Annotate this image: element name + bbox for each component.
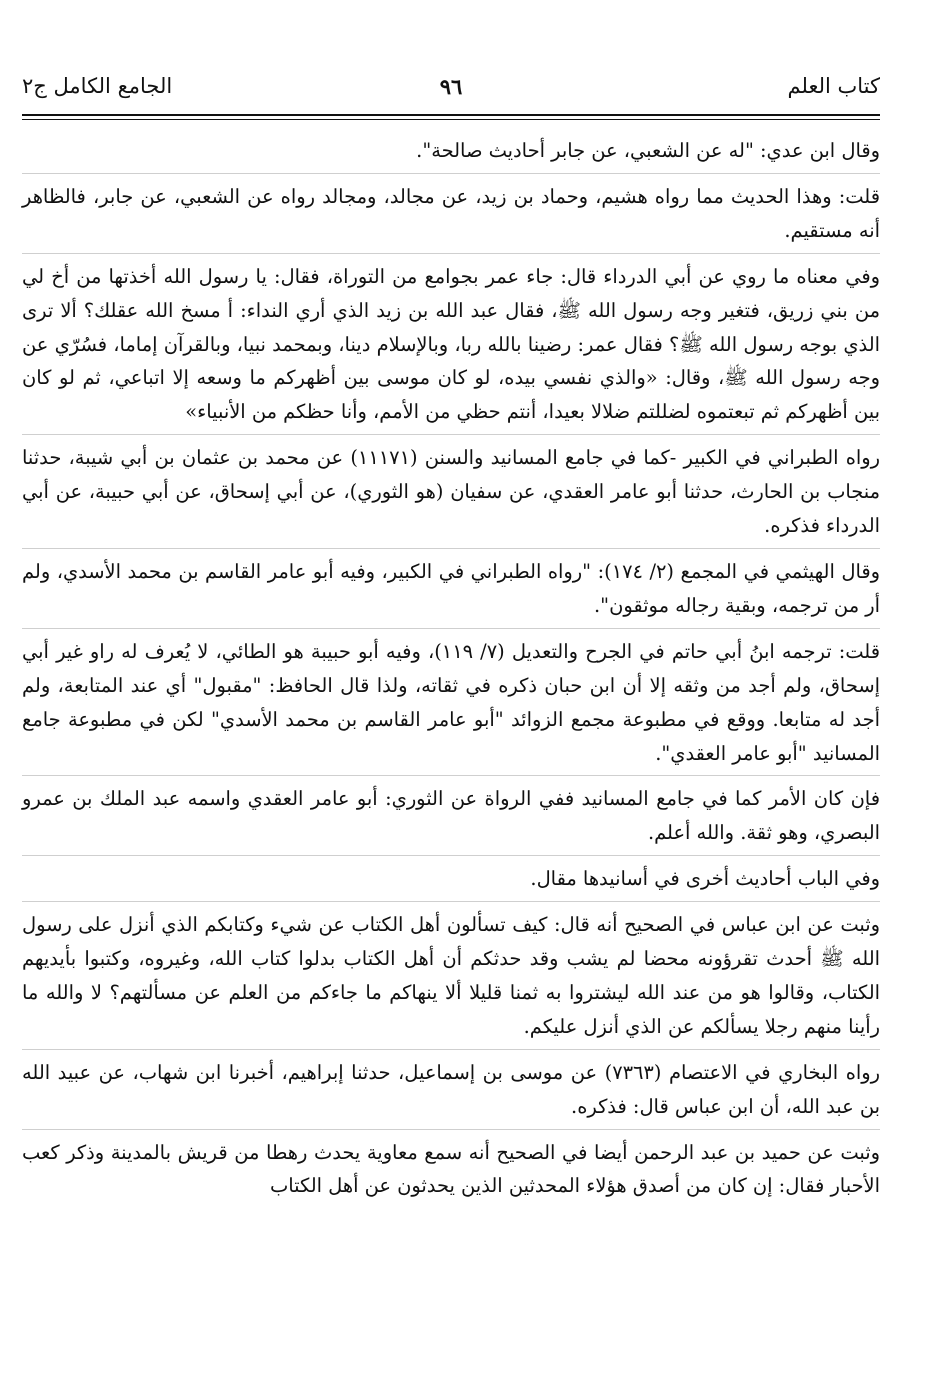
paragraph-divider: [22, 901, 880, 902]
paragraph: وقال الهيثمي في المجمع (٢/ ١٧٤): "رواه الطبراني في الكبير، وفيه أبو عامر القاسم بن محمد الأسدي، ولم أر من ترجمه، وبقية رجاله موثقون".: [22, 559, 880, 617]
body-text: [22, 134, 880, 1203]
paragraph-divider: [22, 253, 880, 254]
paragraph: فإن كان الأمر كما في جامع المسانيد ففي الرواة عن الثوري: أبو عامر العقدي واسمه عبد الملك بن عمرو البصري، وهو ثقة. والله أعلم.: [22, 787, 880, 845]
paragraph-divider: [22, 628, 880, 629]
paragraph: وفي الباب أحاديث أخرى في أسانيدها مقال.: [530, 867, 880, 891]
header-rule-thin: [22, 119, 880, 120]
paragraph-divider: [22, 548, 880, 549]
paragraph: رواه الطبراني في الكبير -كما في جامع المسانيد والسنن (١١١٧١) عن محمد بن عثمان بن أبي شيبة، حدثنا منجاب بن الحارث، حدثنا أبو عامر العقدي، عن سفيان (هو الثوري)، عن أبي إسحاق، عن أبي حبيبة، عن أبي الدرداء فذكره.: [22, 446, 880, 538]
page-number: ٩٦: [439, 74, 463, 99]
paragraph: قلت: ترجمه ابنُ أبي حاتم في الجرح والتعديل (٧/ ١١٩)، وفيه أبو حبيبة هو الطائي، لا يُعرف له راو غير أبي إسحاق، ولم أجد من وثقه إلا أن ابن حبان ذكره في ثقاته، ولذا قال الحافظ: "مقبول" أي عند المتابعة، ولم أجد له متابعا. ووقع في مطبوعة مجمع الزوائد "أبو عامر القاسم بن محمد الأسدي" لكن في مطبوعة جامع المسانيد "أبو عامر العقدي".: [22, 639, 880, 765]
book-title: الجامع الكامل ج٢: [22, 74, 173, 98]
paragraph: وقال ابن عدي: "له عن الشعبي، عن جابر أحاديث صالحة".: [416, 139, 880, 162]
header-rule-thick: [22, 114, 880, 116]
paragraph: قلت: وهذا الحديث مما رواه هشيم، وحماد بن زيد، عن مجالد، ومجالد رواه عن الشعبي، عن جابر، فالظاهر أنه مستقيم.: [22, 184, 880, 242]
paragraph: وفي معناه ما روي عن أبي الدرداء قال: جاء عمر بجوامع من التوراة، فقال: يا رسول الله أخذتها من أخ لي من بني زريق، فتغير وجه رسول الله ﷺ، فقال عبد الله بن زيد الذي أري النداء: أ مسخ الله عقلك؟ ألا ترى الذي بوجه رسول الله ﷺ؟ فقال عمر: رضينا بالله ربا، وبالإسلام دينا، وبمحمد نبيا، وبالقرآن إماما، فسُرّي عن وجه رسول الله ﷺ، وقال: «والذي نفسي بيده، لو كان موسى بين أظهركم ما وسعه إلا اتباعي، ثم لو كان بين أظهركم ثم تبعتموه لضللتم ضلالا بعيدا، أنتم حظي من الأمم، وأنا حظكم من الأنبياء»: [22, 264, 880, 424]
paragraph-divider: [22, 855, 880, 856]
paragraph-divider: [22, 1129, 880, 1130]
chapter-title: كتاب العلم: [787, 74, 880, 98]
document-page: [22, 0, 880, 1377]
paragraph: رواه البخاري في الاعتصام (٧٣٦٣) عن موسى بن إسماعيل، حدثنا إبراهيم، أخبرنا ابن شهاب، عن عبيد الله بن عبد الله، أن ابن عباس قال: فذكره.: [22, 1060, 881, 1118]
running-header: [22, 68, 880, 108]
paragraph: وثبت عن ابن عباس في الصحيح أنه قال: كيف تسألون أهل الكتاب عن شيء وكتابكم الذي أنزل على رسول الله ﷺ أحدث تقرؤونه محضا لم يشب وقد حدثكم أن أهل الكتاب بدلوا كتاب الله، وغيروه، وكتبوا بأيديهم الكتاب، وقالوا هو من عند الله ليشتروا به ثمنا قليلا ألا ينهاكم ما جاءكم من العلم عن مسألتهم؟ لا والله ما رأينا منهم رجلا يسألكم عن الذي أنزل عليكم.: [22, 913, 880, 1038]
paragraph-divider: [22, 434, 880, 435]
paragraph-divider: [22, 1049, 880, 1050]
paragraph-divider: [22, 775, 880, 776]
paragraph-divider: [22, 173, 880, 174]
paragraph: وثبت عن حميد بن عبد الرحمن أيضا في الصحيح أنه سمع معاوية يحدث رهطا من قريش بالمدينة وذكر كعب الأحبار فقال: إن كان من أصدق هؤلاء المحدثين الذين يحدثون عن أهل الكتاب: [22, 1140, 880, 1198]
